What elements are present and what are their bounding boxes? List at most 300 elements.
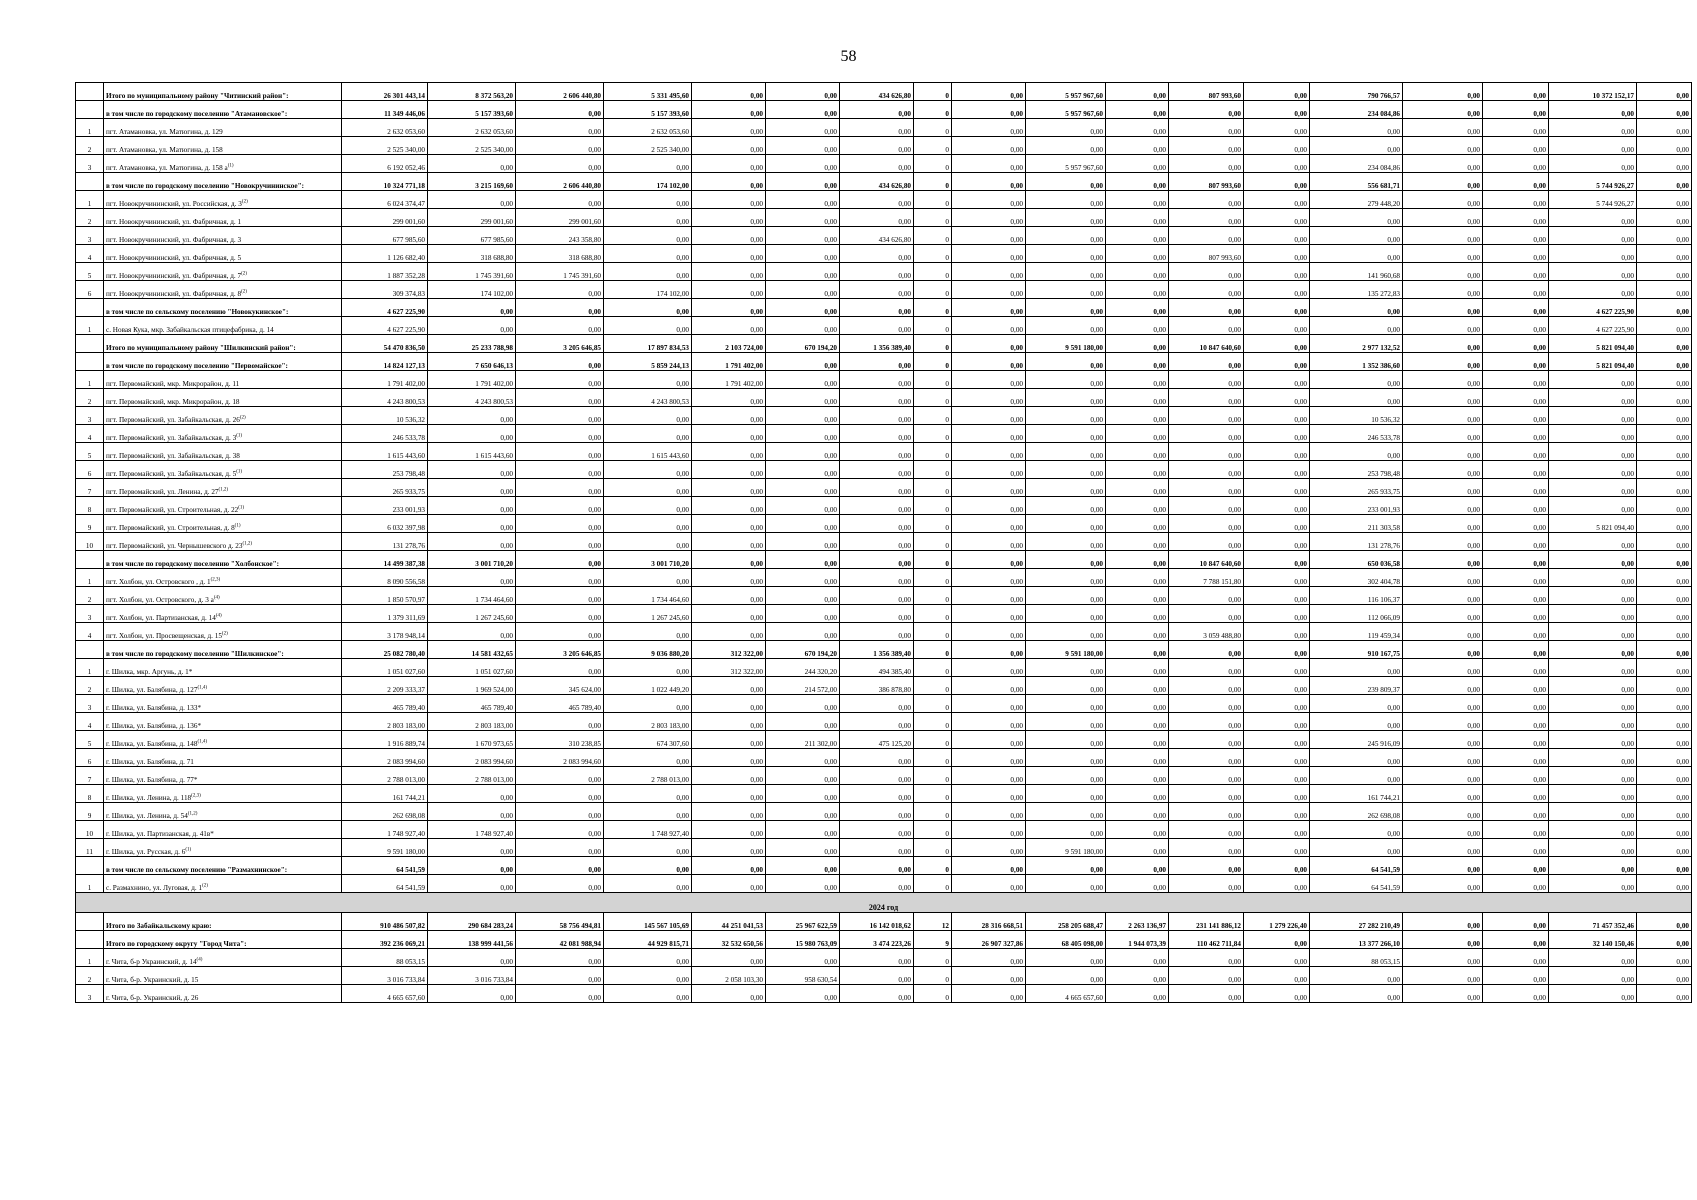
value-cell-col-3: 2 606 440,80 [516, 83, 604, 101]
value-cell-col-18: 0,00 [1637, 857, 1692, 875]
footnote-marker: (2) [239, 415, 246, 421]
value-cell-col-8: 0 [914, 137, 952, 155]
value-cell-col-16: 0,00 [1483, 515, 1549, 533]
value-cell-col-16: 0,00 [1483, 967, 1549, 985]
table-row [76, 695, 1692, 713]
value-cell-col-17: 0,00 [1549, 209, 1637, 227]
value-cell-col-11: 0,00 [1106, 515, 1169, 533]
address-cell [104, 677, 342, 695]
row-number: 5 [76, 443, 104, 461]
value-cell-col-14: 141 960,68 [1310, 263, 1403, 281]
address-text: в том числе по городскому поселению "Первомайское": [106, 362, 288, 370]
value-cell-col-7: 434 626,80 [840, 83, 914, 101]
value-cell-col-12: 0,00 [1169, 317, 1244, 335]
row-number: 3 [76, 407, 104, 425]
value-cell-col-3: 0,00 [516, 587, 604, 605]
table-row [76, 713, 1692, 731]
footnote-marker: (1) [236, 469, 243, 475]
value-cell-col-14: 10 536,32 [1310, 407, 1403, 425]
value-cell-col-13: 0,00 [1244, 803, 1310, 821]
value-cell-col-15: 0,00 [1403, 767, 1483, 785]
value-cell-col-8: 0 [914, 335, 952, 353]
value-cell-col-2: 25 233 788,98 [428, 335, 516, 353]
value-cell-col-8: 0 [914, 209, 952, 227]
value-cell-col-1: 11 349 446,06 [342, 101, 428, 119]
summary-row [76, 641, 1692, 659]
row-number: 1 [76, 949, 104, 967]
value-cell-col-12: 0,00 [1169, 605, 1244, 623]
value-cell-col-3: 42 081 988,94 [516, 931, 604, 949]
value-cell-col-18: 0,00 [1637, 677, 1692, 695]
address-cell [104, 335, 342, 353]
value-cell-col-8: 0 [914, 461, 952, 479]
summary-row [76, 913, 1692, 931]
value-cell-col-3: 0,00 [516, 515, 604, 533]
value-cell-col-9: 0,00 [952, 857, 1026, 875]
footnote-marker: (2) [221, 631, 228, 637]
value-cell-col-2: 3 016 733,84 [428, 967, 516, 985]
row-number: 4 [76, 425, 104, 443]
value-cell-col-14: 239 809,37 [1310, 677, 1403, 695]
table-row [76, 461, 1692, 479]
value-cell-col-15: 0,00 [1403, 119, 1483, 137]
value-cell-col-11: 0,00 [1106, 821, 1169, 839]
value-cell-col-15: 0,00 [1403, 875, 1483, 893]
address-text: в том числе по сельскому поселению "Размахнинское": [106, 866, 288, 874]
value-cell-col-2: 1 791 402,00 [428, 371, 516, 389]
value-cell-col-10: 4 665 657,60 [1026, 985, 1106, 1003]
value-cell-col-18: 0,00 [1637, 119, 1692, 137]
row-number: 4 [76, 245, 104, 263]
value-cell-col-10: 0,00 [1026, 245, 1106, 263]
value-cell-col-1: 9 591 180,00 [342, 839, 428, 857]
value-cell-col-7: 0,00 [840, 245, 914, 263]
value-cell-col-4: 145 567 105,69 [604, 913, 692, 931]
value-cell-col-7: 434 626,80 [840, 173, 914, 191]
value-cell-col-7: 0,00 [840, 985, 914, 1003]
address-text: пгт. Новокручининский, ул. Фабричная, д. 5 [106, 254, 242, 262]
year-label: 2024 год [76, 893, 1692, 913]
value-cell-col-13: 0,00 [1244, 695, 1310, 713]
address-text: пгт. Первомайский, ул. Чернышевского д. 23 [106, 542, 243, 550]
address-text: Итого по Забайкальскому краю: [106, 922, 212, 930]
value-cell-col-18: 0,00 [1637, 317, 1692, 335]
value-cell-col-17: 0,00 [1549, 659, 1637, 677]
value-cell-col-5: 0,00 [692, 785, 766, 803]
value-cell-col-18: 0,00 [1637, 967, 1692, 985]
value-cell-col-6: 0,00 [766, 407, 840, 425]
value-cell-col-13: 0,00 [1244, 191, 1310, 209]
value-cell-col-4: 0,00 [604, 407, 692, 425]
address-text: пгт. Холбон, ул. Островского , д. 1 [106, 578, 211, 586]
value-cell-col-5: 0,00 [692, 497, 766, 515]
value-cell-col-2: 0,00 [428, 623, 516, 641]
value-cell-col-2: 0,00 [428, 875, 516, 893]
value-cell-col-13: 0,00 [1244, 299, 1310, 317]
summary-row [76, 83, 1692, 101]
address-text: пгт. Атамановка, ул. Матюгина, д. 158 [106, 146, 223, 154]
value-cell-col-8: 12 [914, 913, 952, 931]
value-cell-col-17: 0,00 [1549, 875, 1637, 893]
value-cell-col-6: 0,00 [766, 281, 840, 299]
address-cell [104, 605, 342, 623]
value-cell-col-12: 0,00 [1169, 281, 1244, 299]
value-cell-col-5: 2 103 724,00 [692, 335, 766, 353]
value-cell-col-9: 0,00 [952, 767, 1026, 785]
value-cell-col-17: 4 627 225,90 [1549, 299, 1637, 317]
value-cell-col-6: 0,00 [766, 263, 840, 281]
value-cell-col-16: 0,00 [1483, 913, 1549, 931]
value-cell-col-8: 0 [914, 407, 952, 425]
value-cell-col-3: 0,00 [516, 767, 604, 785]
address-cell [104, 967, 342, 985]
value-cell-col-3: 0,00 [516, 425, 604, 443]
value-cell-col-6: 0,00 [766, 137, 840, 155]
value-cell-col-14: 135 272,83 [1310, 281, 1403, 299]
footnote-marker: (1) [234, 523, 241, 529]
value-cell-col-14: 0,00 [1310, 967, 1403, 985]
value-cell-col-9: 0,00 [952, 155, 1026, 173]
value-cell-col-5: 0,00 [692, 821, 766, 839]
value-cell-col-2: 1 745 391,60 [428, 263, 516, 281]
value-cell-col-3: 0,00 [516, 137, 604, 155]
row-number: 8 [76, 785, 104, 803]
value-cell-col-17: 0,00 [1549, 587, 1637, 605]
value-cell-col-10: 258 205 688,47 [1026, 913, 1106, 931]
value-cell-col-7: 0,00 [840, 967, 914, 985]
value-cell-col-9: 26 907 327,86 [952, 931, 1026, 949]
value-cell-col-5: 2 058 103,30 [692, 967, 766, 985]
value-cell-col-5: 0,00 [692, 949, 766, 967]
summary-row [76, 173, 1692, 191]
value-cell-col-14: 302 404,78 [1310, 569, 1403, 587]
value-cell-col-4: 0,00 [604, 533, 692, 551]
address-cell [104, 425, 342, 443]
value-cell-col-2: 0,00 [428, 461, 516, 479]
value-cell-col-3: 1 745 391,60 [516, 263, 604, 281]
value-cell-col-12: 0,00 [1169, 767, 1244, 785]
value-cell-col-14: 556 681,71 [1310, 173, 1403, 191]
value-cell-col-8: 0 [914, 515, 952, 533]
value-cell-col-1: 1 748 927,40 [342, 821, 428, 839]
value-cell-col-14: 27 282 210,49 [1310, 913, 1403, 931]
value-cell-col-18: 0,00 [1637, 173, 1692, 191]
value-cell-col-7: 0,00 [840, 785, 914, 803]
value-cell-col-5: 0,00 [692, 839, 766, 857]
value-cell-col-3: 0,00 [516, 785, 604, 803]
value-cell-col-15: 0,00 [1403, 967, 1483, 985]
value-cell-col-14: 131 278,76 [1310, 533, 1403, 551]
value-cell-col-16: 0,00 [1483, 749, 1549, 767]
value-cell-col-7: 0,00 [840, 371, 914, 389]
value-cell-col-13: 0,00 [1244, 227, 1310, 245]
value-cell-col-3: 465 789,40 [516, 695, 604, 713]
value-cell-col-16: 0,00 [1483, 931, 1549, 949]
value-cell-col-10: 0,00 [1026, 659, 1106, 677]
address-cell [104, 713, 342, 731]
value-cell-col-13: 0,00 [1244, 155, 1310, 173]
value-cell-col-9: 28 316 668,51 [952, 913, 1026, 931]
value-cell-col-10: 0,00 [1026, 443, 1106, 461]
value-cell-col-6: 0,00 [766, 479, 840, 497]
value-cell-col-12: 807 993,60 [1169, 173, 1244, 191]
value-cell-col-18: 0,00 [1637, 137, 1692, 155]
value-cell-col-10: 9 591 180,00 [1026, 839, 1106, 857]
footnote-marker: (2,3) [210, 577, 221, 583]
value-cell-col-17: 0,00 [1549, 101, 1637, 119]
table-row [76, 803, 1692, 821]
value-cell-col-2: 0,00 [428, 155, 516, 173]
value-cell-col-4: 1 267 245,60 [604, 605, 692, 623]
value-cell-col-12: 0,00 [1169, 299, 1244, 317]
value-cell-col-9: 0,00 [952, 967, 1026, 985]
value-cell-col-8: 0 [914, 875, 952, 893]
value-cell-col-3: 0,00 [516, 497, 604, 515]
address-text: в том числе по сельскому поселению "Новокукинское": [106, 308, 289, 316]
row-number [76, 353, 104, 371]
value-cell-col-17: 0,00 [1549, 137, 1637, 155]
address-cell [104, 515, 342, 533]
value-cell-col-10: 0,00 [1026, 137, 1106, 155]
value-cell-col-10: 0,00 [1026, 821, 1106, 839]
value-cell-col-15: 0,00 [1403, 659, 1483, 677]
value-cell-col-13: 0,00 [1244, 551, 1310, 569]
value-cell-col-4: 0,00 [604, 461, 692, 479]
value-cell-col-11: 0,00 [1106, 749, 1169, 767]
address-cell [104, 587, 342, 605]
value-cell-col-8: 0 [914, 641, 952, 659]
table-row [76, 731, 1692, 749]
footnote-marker: (2) [241, 289, 247, 295]
value-cell-col-16: 0,00 [1483, 605, 1549, 623]
value-cell-col-1: 262 698,08 [342, 803, 428, 821]
value-cell-col-13: 0,00 [1244, 83, 1310, 101]
value-cell-col-4: 0,00 [604, 317, 692, 335]
value-cell-col-9: 0,00 [952, 515, 1026, 533]
value-cell-col-6: 244 320,20 [766, 659, 840, 677]
value-cell-col-10: 0,00 [1026, 173, 1106, 191]
value-cell-col-8: 0 [914, 299, 952, 317]
summary-row [76, 101, 1692, 119]
value-cell-col-17: 0,00 [1549, 821, 1637, 839]
value-cell-col-18: 0,00 [1637, 209, 1692, 227]
value-cell-col-6: 0,00 [766, 209, 840, 227]
value-cell-col-10: 68 405 098,00 [1026, 931, 1106, 949]
value-cell-col-2: 0,00 [428, 497, 516, 515]
value-cell-col-15: 0,00 [1403, 263, 1483, 281]
value-cell-col-5: 0,00 [692, 623, 766, 641]
value-cell-col-1: 299 001,60 [342, 209, 428, 227]
value-cell-col-4: 0,00 [604, 425, 692, 443]
table-row [76, 191, 1692, 209]
value-cell-col-12: 0,00 [1169, 857, 1244, 875]
value-cell-col-10: 0,00 [1026, 587, 1106, 605]
value-cell-col-3: 318 688,80 [516, 245, 604, 263]
address-text: пгт. Первомайский, ул. Строительная, д. 8 [106, 524, 235, 532]
value-cell-col-11: 0,00 [1106, 173, 1169, 191]
value-cell-col-3: 0,00 [516, 155, 604, 173]
address-text: пгт. Новокручининский, ул. Фабричная, д. 3 [106, 236, 242, 244]
value-cell-col-13: 0,00 [1244, 335, 1310, 353]
value-cell-col-6: 0,00 [766, 695, 840, 713]
value-cell-col-8: 0 [914, 677, 952, 695]
value-cell-col-14: 64 541,59 [1310, 875, 1403, 893]
value-cell-col-16: 0,00 [1483, 785, 1549, 803]
value-cell-col-16: 0,00 [1483, 461, 1549, 479]
value-cell-col-3: 0,00 [516, 659, 604, 677]
value-cell-col-15: 0,00 [1403, 695, 1483, 713]
value-cell-col-6: 958 630,54 [766, 967, 840, 985]
table-row [76, 137, 1692, 155]
value-cell-col-2: 0,00 [428, 515, 516, 533]
value-cell-col-14: 64 541,59 [1310, 857, 1403, 875]
value-cell-col-6: 0,00 [766, 533, 840, 551]
footnote-marker: (1,2) [187, 811, 198, 817]
value-cell-col-5: 312 322,00 [692, 641, 766, 659]
value-cell-col-15: 0,00 [1403, 839, 1483, 857]
value-cell-col-5: 0,00 [692, 731, 766, 749]
value-cell-col-3: 0,00 [516, 839, 604, 857]
value-cell-col-17: 0,00 [1549, 227, 1637, 245]
value-cell-col-11: 0,00 [1106, 551, 1169, 569]
row-number: 10 [76, 533, 104, 551]
value-cell-col-9: 0,00 [952, 533, 1026, 551]
value-cell-col-2: 0,00 [428, 479, 516, 497]
value-cell-col-9: 0,00 [952, 659, 1026, 677]
value-cell-col-16: 0,00 [1483, 821, 1549, 839]
value-cell-col-18: 0,00 [1637, 785, 1692, 803]
address-cell [104, 803, 342, 821]
value-cell-col-1: 3 016 733,84 [342, 967, 428, 985]
value-cell-col-13: 0,00 [1244, 371, 1310, 389]
address-cell [104, 119, 342, 137]
address-text: г. Шилка, ул. Балябина, д. 133* [106, 704, 202, 712]
value-cell-col-15: 0,00 [1403, 497, 1483, 515]
value-cell-col-8: 0 [914, 191, 952, 209]
value-cell-col-1: 25 082 780,40 [342, 641, 428, 659]
summary-row [76, 335, 1692, 353]
address-text: г. Чита, б-р Украинский, д. 14 [106, 958, 197, 966]
value-cell-col-5: 0,00 [692, 173, 766, 191]
value-cell-col-18: 0,00 [1637, 839, 1692, 857]
footnote-marker: (1,2) [218, 487, 229, 493]
row-number [76, 641, 104, 659]
value-cell-col-4: 44 929 815,71 [604, 931, 692, 949]
address-cell [104, 533, 342, 551]
value-cell-col-4: 2 803 183,00 [604, 713, 692, 731]
value-cell-col-1: 265 933,75 [342, 479, 428, 497]
value-cell-col-18: 0,00 [1637, 821, 1692, 839]
value-cell-col-1: 4 243 800,53 [342, 389, 428, 407]
value-cell-col-12: 7 788 151,80 [1169, 569, 1244, 587]
address-cell [104, 857, 342, 875]
value-cell-col-4: 174 102,00 [604, 173, 692, 191]
value-cell-col-1: 392 236 069,21 [342, 931, 428, 949]
value-cell-col-1: 14 824 127,13 [342, 353, 428, 371]
value-cell-col-14: 0,00 [1310, 443, 1403, 461]
value-cell-col-18: 0,00 [1637, 191, 1692, 209]
value-cell-col-3: 0,00 [516, 875, 604, 893]
value-cell-col-11: 1 944 073,39 [1106, 931, 1169, 949]
row-number [76, 335, 104, 353]
value-cell-col-15: 0,00 [1403, 803, 1483, 821]
value-cell-col-11: 0,00 [1106, 967, 1169, 985]
value-cell-col-9: 0,00 [952, 605, 1026, 623]
value-cell-col-13: 0,00 [1244, 875, 1310, 893]
value-cell-col-15: 0,00 [1403, 677, 1483, 695]
value-cell-col-5: 0,00 [692, 101, 766, 119]
value-cell-col-7: 0,00 [840, 191, 914, 209]
value-cell-col-5: 0,00 [692, 985, 766, 1003]
value-cell-col-4: 0,00 [604, 245, 692, 263]
value-cell-col-6: 0,00 [766, 821, 840, 839]
value-cell-col-5: 1 791 402,00 [692, 371, 766, 389]
value-cell-col-3: 0,00 [516, 461, 604, 479]
address-text: пгт. Первомайский, мкр. Микрорайон, д. 11 [106, 380, 240, 388]
value-cell-col-6: 0,00 [766, 875, 840, 893]
value-cell-col-6: 0,00 [766, 245, 840, 263]
value-cell-col-3: 0,00 [516, 533, 604, 551]
value-cell-col-12: 0,00 [1169, 641, 1244, 659]
address-cell [104, 767, 342, 785]
value-cell-col-9: 0,00 [952, 587, 1026, 605]
address-cell [104, 875, 342, 893]
footnote-marker: (2,3) [191, 793, 201, 799]
value-cell-col-11: 0,00 [1106, 155, 1169, 173]
value-cell-col-2: 0,00 [428, 857, 516, 875]
address-cell [104, 101, 342, 119]
value-cell-col-14: 0,00 [1310, 119, 1403, 137]
value-cell-col-11: 0,00 [1106, 83, 1169, 101]
value-cell-col-11: 0,00 [1106, 245, 1169, 263]
value-cell-col-17: 0,00 [1549, 641, 1637, 659]
value-cell-col-9: 0,00 [952, 353, 1026, 371]
address-text: г. Шилка, ул. Балябина, д. 127 [106, 686, 198, 694]
value-cell-col-2: 299 001,60 [428, 209, 516, 227]
row-number [76, 551, 104, 569]
value-cell-col-7: 0,00 [840, 695, 914, 713]
value-cell-col-2: 2 803 183,00 [428, 713, 516, 731]
address-cell [104, 407, 342, 425]
address-cell [104, 191, 342, 209]
value-cell-col-7: 0,00 [840, 281, 914, 299]
value-cell-col-11: 0,00 [1106, 803, 1169, 821]
value-cell-col-12: 807 993,60 [1169, 245, 1244, 263]
value-cell-col-4: 5 157 393,60 [604, 101, 692, 119]
value-cell-col-17: 0,00 [1549, 967, 1637, 985]
row-number: 9 [76, 803, 104, 821]
value-cell-col-17: 10 372 152,17 [1549, 83, 1637, 101]
value-cell-col-3: 243 358,80 [516, 227, 604, 245]
value-cell-col-11: 0,00 [1106, 731, 1169, 749]
value-cell-col-16: 0,00 [1483, 949, 1549, 967]
value-cell-col-2: 0,00 [428, 317, 516, 335]
value-cell-col-8: 0 [914, 497, 952, 515]
value-cell-col-8: 0 [914, 767, 952, 785]
value-cell-col-12: 10 847 640,60 [1169, 551, 1244, 569]
value-cell-col-7: 3 474 223,26 [840, 931, 914, 949]
value-cell-col-4: 9 036 880,20 [604, 641, 692, 659]
value-cell-col-16: 0,00 [1483, 677, 1549, 695]
value-cell-col-6: 0,00 [766, 605, 840, 623]
address-text: г. Шилка, ул. Ленина, д. 118 [106, 794, 192, 802]
value-cell-col-6: 0,00 [766, 371, 840, 389]
value-cell-col-6: 0,00 [766, 461, 840, 479]
value-cell-col-9: 0,00 [952, 677, 1026, 695]
address-cell [104, 227, 342, 245]
value-cell-col-3: 0,00 [516, 821, 604, 839]
value-cell-col-11: 0,00 [1106, 569, 1169, 587]
